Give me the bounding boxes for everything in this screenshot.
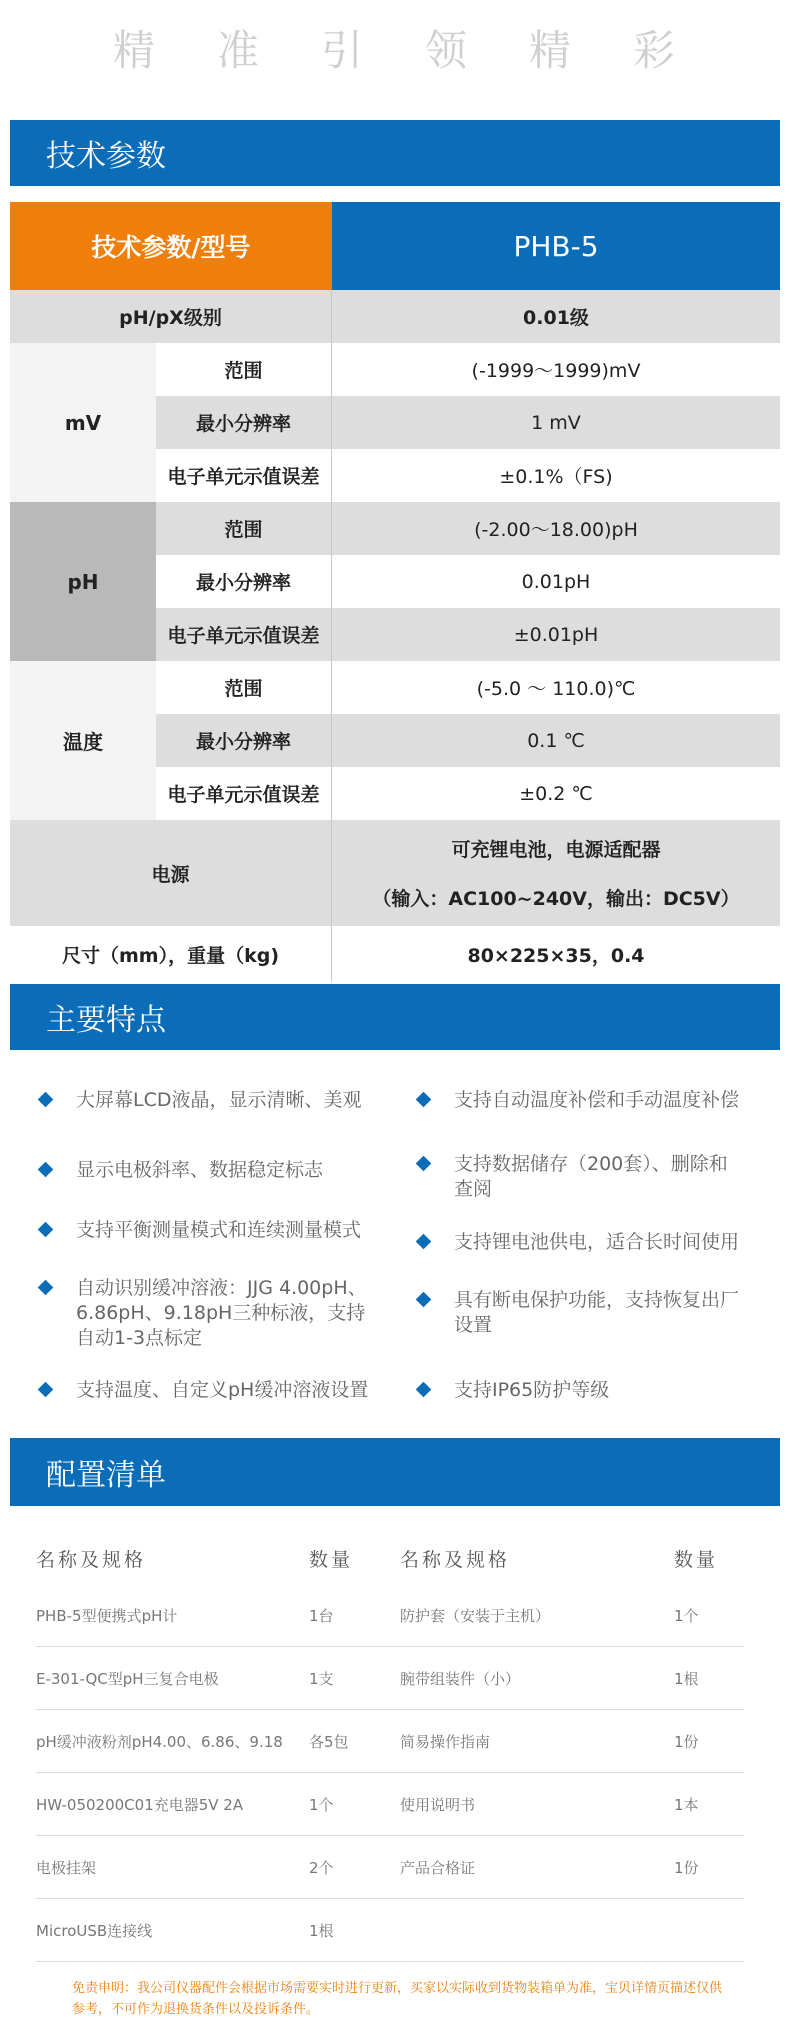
spec-ph-px-label: pH/pX级别 xyxy=(10,290,332,343)
spec-row-value: (-5.0 ～ 110.0)℃ xyxy=(476,678,636,700)
feature-text: 支持温度、自定义pH缓冲溶液设置 xyxy=(76,1379,369,1401)
spec-row-value: ±0.2 ℃ xyxy=(519,782,593,805)
config-item-name: 腕带组装件（小） xyxy=(400,1669,521,1688)
spec-row xyxy=(156,608,780,661)
spec-row-size xyxy=(10,926,780,982)
config-item-name: 产品合格证 xyxy=(400,1858,476,1877)
config-item-qty: 1个 xyxy=(309,1795,334,1814)
config-item-name: 电极挂架 xyxy=(36,1858,97,1877)
spec-power-line1: 可充锂电池，电源适配器 xyxy=(451,839,661,861)
spec-row xyxy=(156,502,780,555)
spec-power-value xyxy=(332,820,780,926)
spec-row-value: 0.01pH xyxy=(521,570,591,593)
slogan-char: 精 xyxy=(112,26,157,75)
config-header-name: 名称及规格 xyxy=(36,1548,147,1571)
spec-row-name: 范围 xyxy=(156,661,332,714)
table-row xyxy=(36,1584,744,1647)
spec-row-name: 最小分辨率 xyxy=(156,555,332,608)
diamond-bullet-icon xyxy=(38,1092,54,1108)
spec-row xyxy=(156,396,780,449)
spec-row-name: 电子单元示值误差 xyxy=(156,767,332,820)
config-item-name: 使用说明书 xyxy=(400,1795,476,1814)
config-header-qty: 数量 xyxy=(674,1548,719,1571)
config-item-name: E-301-QC型pH三复合电极 xyxy=(36,1669,219,1688)
config-table-header xyxy=(36,1532,744,1584)
spec-row-name: 电子单元示值误差 xyxy=(156,449,332,502)
diamond-bullet-icon xyxy=(416,1156,432,1172)
config-item-qty: 1份 xyxy=(674,1858,699,1877)
feature-text: 支持锂电池供电，适合长时间使用 xyxy=(454,1231,740,1253)
section-header-tech: 技术参数 xyxy=(10,120,780,186)
spec-power-label: 电源 xyxy=(10,820,332,926)
slogan xyxy=(0,18,790,74)
config-item-name: 防护套（安装于主机） xyxy=(400,1606,551,1625)
spec-row-ph-px xyxy=(10,290,780,343)
config-item-name: 简易操作指南 xyxy=(400,1732,491,1751)
diamond-bullet-icon xyxy=(38,1382,54,1398)
table-row xyxy=(36,1899,744,1962)
spec-row-value: ±0.01pH xyxy=(513,623,599,646)
spec-row xyxy=(156,767,780,820)
spec-size-value: 80×225×35，0.4 xyxy=(467,944,645,967)
spec-group-label: mV xyxy=(10,343,156,502)
feature-text: 支持自动温度补偿和手动温度补偿 xyxy=(454,1089,740,1111)
diamond-bullet-icon xyxy=(38,1162,54,1178)
config-item-qty: 1根 xyxy=(674,1669,699,1688)
config-header-name: 名称及规格 xyxy=(400,1548,511,1571)
diamond-bullet-icon xyxy=(416,1234,432,1250)
spec-row-name: 范围 xyxy=(156,502,332,555)
config-item-qty: 各5包 xyxy=(309,1732,349,1751)
slogan-char: 准 xyxy=(216,26,261,75)
spec-row xyxy=(156,714,780,767)
feature-text: 显示电极斜率、数据稳定标志 xyxy=(76,1159,324,1181)
config-item-qty: 1本 xyxy=(674,1795,699,1814)
feature-text: 自动识别缓冲溶液：JJG 4.00pH、 6.86pH、9.18pH三种标液，支持 自动1-3点标定 xyxy=(76,1277,367,1349)
slogan-char: 彩 xyxy=(633,26,678,75)
spec-row-name: 最小分辨率 xyxy=(156,396,332,449)
spec-row-value: 0.1 ℃ xyxy=(527,729,585,752)
spec-table xyxy=(10,202,780,982)
config-item-qty: 1台 xyxy=(309,1606,334,1625)
diamond-bullet-icon xyxy=(416,1382,432,1398)
spec-ph-px-value: 0.01级 xyxy=(523,307,589,329)
config-item-qty: 1根 xyxy=(309,1921,334,1940)
config-item-qty: 1个 xyxy=(674,1606,699,1625)
table-row xyxy=(36,1710,744,1773)
spec-group-label: pH xyxy=(10,502,156,661)
feature-text: 支持平衡测量模式和连续测量模式 xyxy=(76,1219,362,1241)
slogan-char: 领 xyxy=(425,26,470,75)
spec-row-value: 1 mV xyxy=(531,411,581,434)
spec-table-header xyxy=(10,202,780,290)
config-item-qty: 2个 xyxy=(309,1858,334,1877)
spec-group-mv xyxy=(10,343,780,502)
spec-row-value: ±0.1%（FS) xyxy=(499,466,613,488)
spec-group-temperature xyxy=(10,661,780,820)
diamond-bullet-icon xyxy=(38,1280,54,1296)
slogan-char: 精 xyxy=(529,26,574,75)
spec-header-left: 技术参数/型号 xyxy=(10,202,332,290)
section-header-config: 配置清单 xyxy=(10,1438,780,1506)
spec-power-line2: （输入：AC100~240V，输出：DC5V） xyxy=(372,888,740,910)
spec-group-label: 温度 xyxy=(10,661,156,820)
feature-text: 支持IP65防护等级 xyxy=(454,1379,610,1401)
slogan-char: 引 xyxy=(320,26,365,75)
spec-row-name: 电子单元示值误差 xyxy=(156,608,332,661)
spec-group-ph xyxy=(10,502,780,661)
spec-row-name: 最小分辨率 xyxy=(156,714,332,767)
spec-header-model: PHB-5 xyxy=(332,202,780,290)
feature-text: 具有断电保护功能，支持恢复出厂 设置 xyxy=(454,1289,740,1336)
config-item-name: PHB-5型便携式pH计 xyxy=(36,1606,178,1625)
table-row xyxy=(36,1647,744,1710)
section-header-features: 主要特点 xyxy=(10,984,780,1050)
config-item-qty: 1支 xyxy=(309,1669,334,1688)
diamond-bullet-icon xyxy=(416,1292,432,1308)
table-row xyxy=(36,1773,744,1836)
spec-row xyxy=(156,449,780,502)
diamond-bullet-icon xyxy=(38,1222,54,1238)
config-table xyxy=(36,1532,744,1962)
spec-row-value: (-2.00～18.00)pH xyxy=(474,519,638,541)
spec-row xyxy=(156,661,780,714)
table-row xyxy=(36,1836,744,1899)
config-header-qty: 数量 xyxy=(309,1548,354,1571)
spec-row xyxy=(156,343,780,396)
spec-size-label: 尺寸（mm），重量（kg) xyxy=(10,926,332,982)
spec-row xyxy=(156,555,780,608)
feature-text: 支持数据储存（200套）、删除和 查阅 xyxy=(454,1153,728,1200)
config-item-name: pH缓冲液粉剂pH4.00、6.86、9.18 xyxy=(36,1732,283,1751)
spec-row-value: (-1999～1999)mV xyxy=(471,360,641,382)
config-item-name: MicroUSB连接线 xyxy=(36,1921,153,1940)
feature-text: 大屏幕LCD液晶，显示清晰、美观 xyxy=(76,1089,362,1111)
spec-row-name: 范围 xyxy=(156,343,332,396)
config-item-name: HW-050200C01充电器5V 2A xyxy=(36,1795,244,1814)
config-item-qty: 1份 xyxy=(674,1732,699,1751)
spec-row-power xyxy=(10,820,780,926)
diamond-bullet-icon xyxy=(416,1092,432,1108)
disclaimer-text: 免责申明：我公司仪器配件会根据市场需要实时进行更新，买家以实际收到货物装箱单为准，宝贝详情页描述仅供参考，不可作为退换货条件以及投诉条件。 xyxy=(72,1981,723,2017)
